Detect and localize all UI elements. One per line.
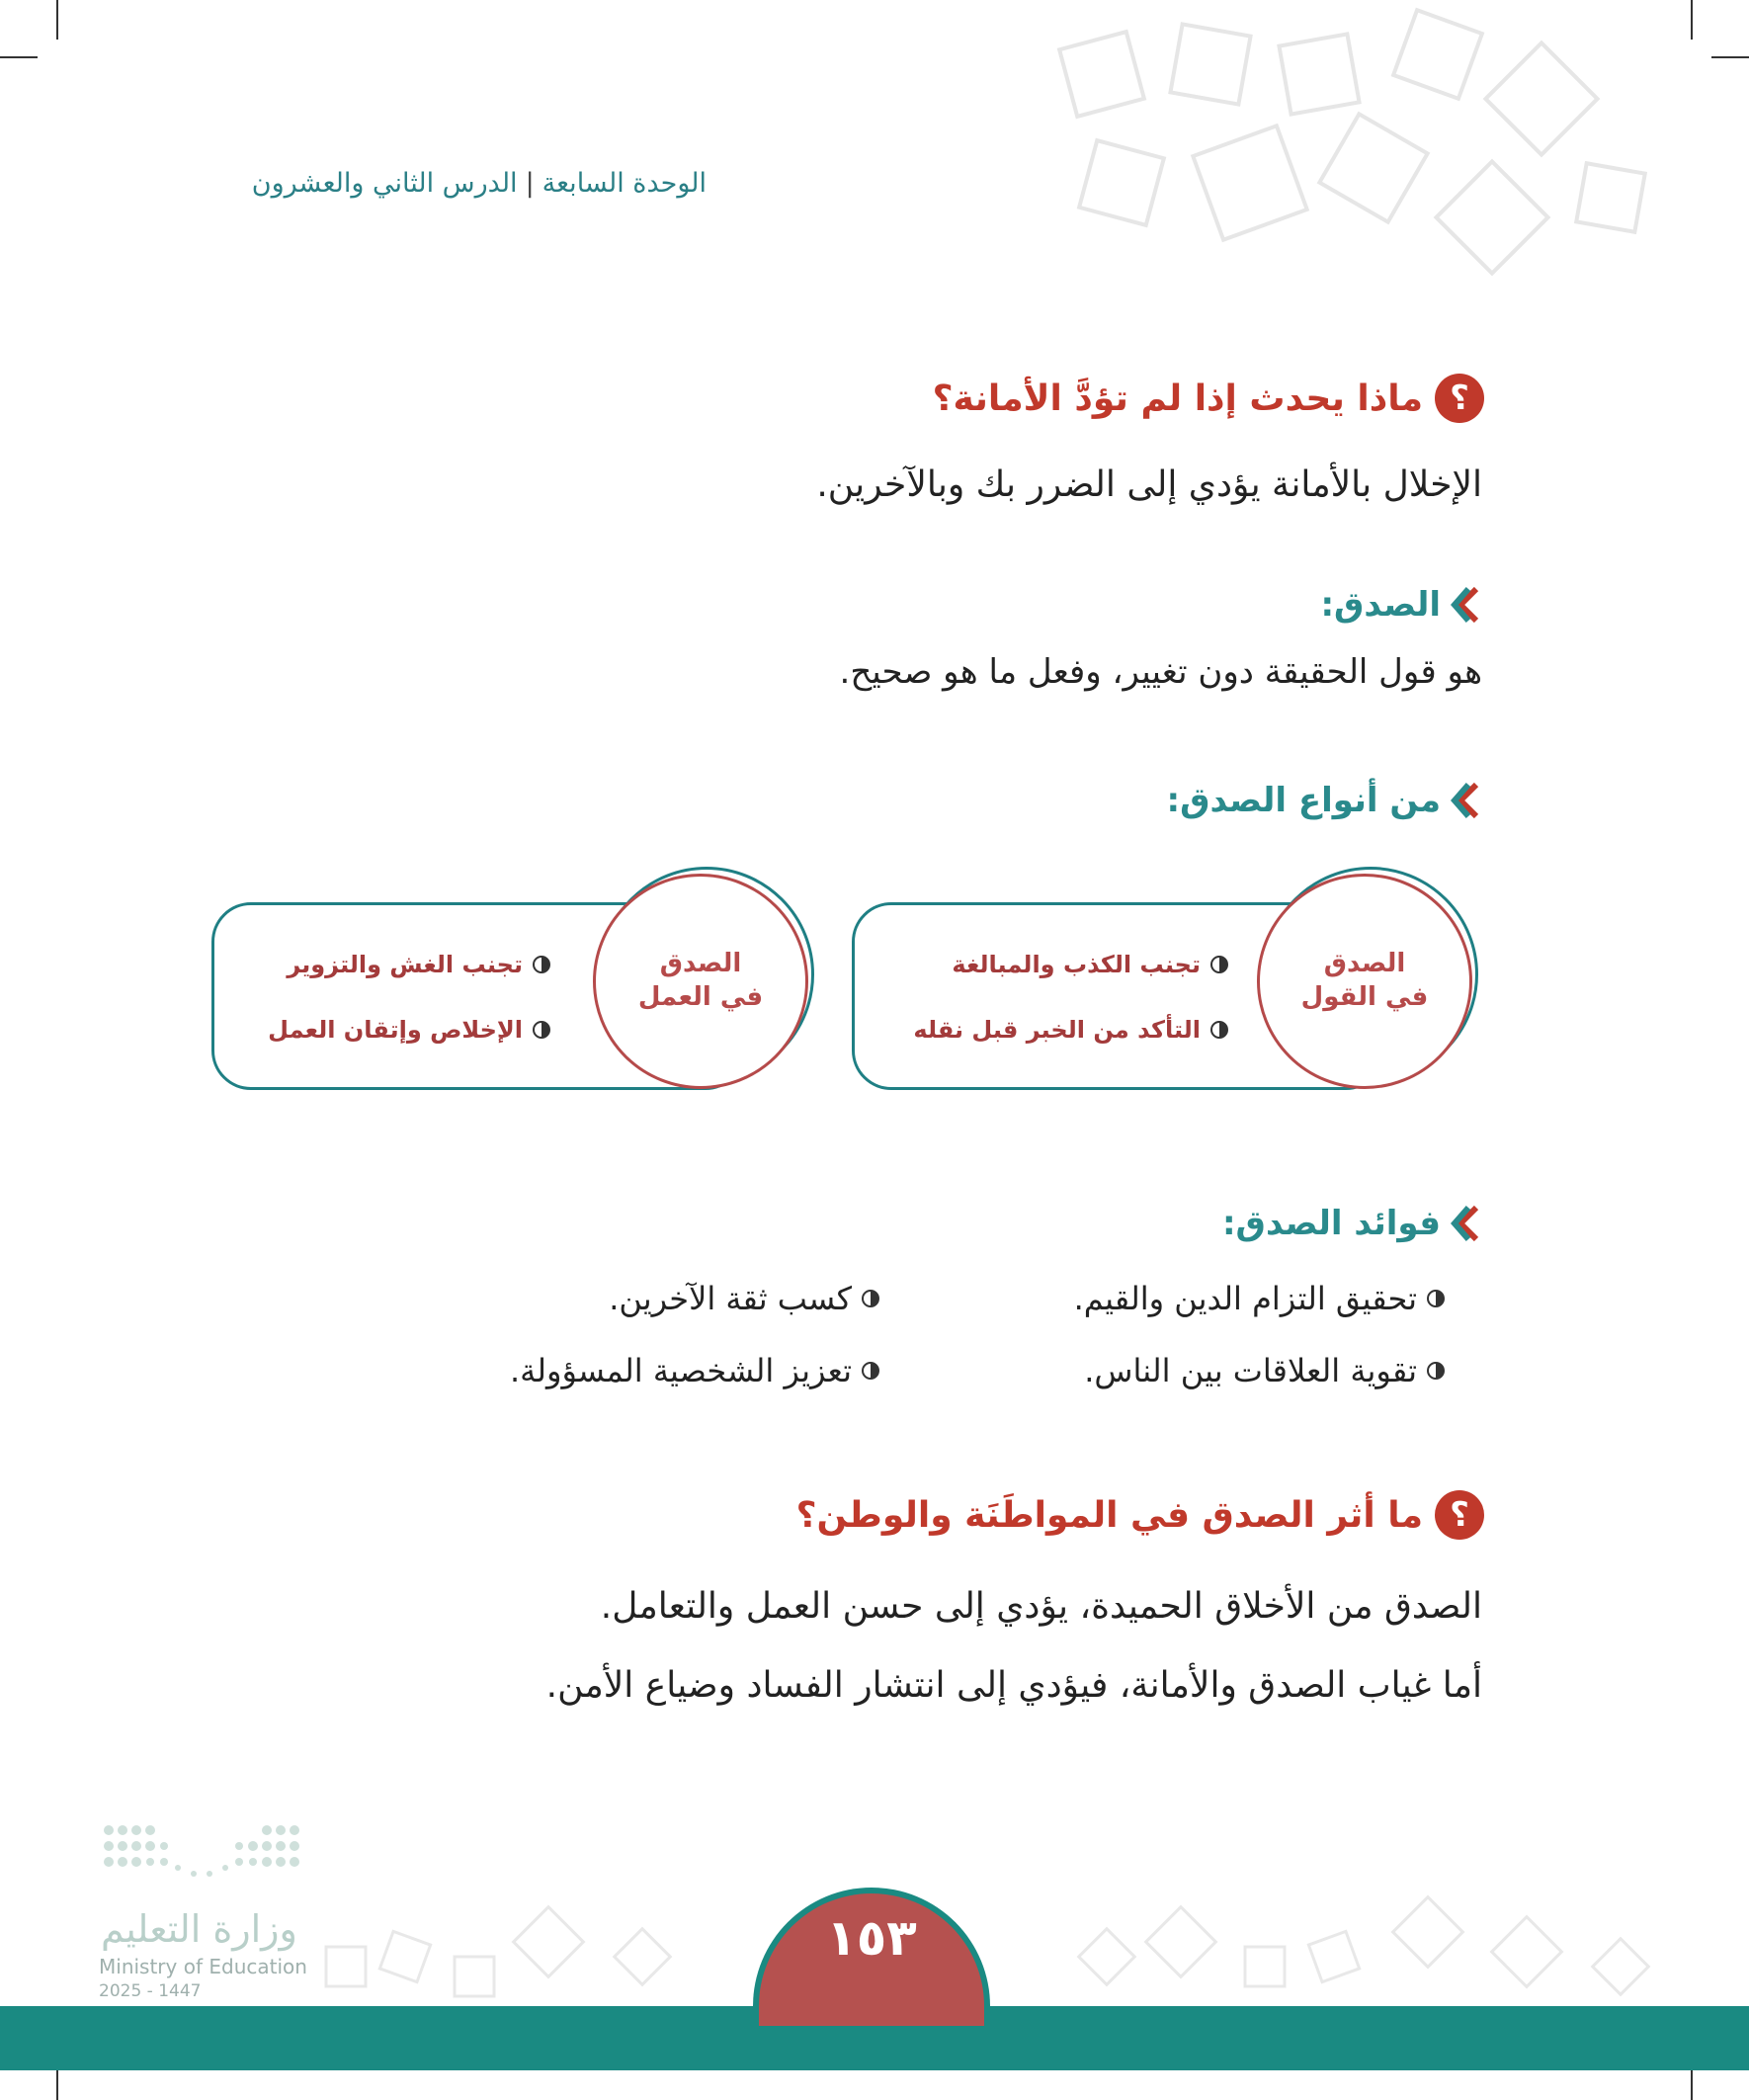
ministry-name-english: Ministry of Education [99, 1955, 307, 1978]
truth-heading [1320, 585, 1484, 625]
bullet-icon [862, 1362, 879, 1380]
chevron-icon [1451, 781, 1484, 820]
unit-title: الوحدة السابعة [541, 168, 707, 199]
question-answer-1: الإخلال بالأمانة يؤدي إلى الضرر بك وبالآخرين. [816, 464, 1482, 505]
type-circle-speech [1257, 874, 1472, 1089]
bullet-icon [1427, 1362, 1445, 1380]
bullet-icon [533, 1021, 550, 1039]
chevron-icon [1451, 585, 1484, 625]
type-item-text: الإخلاص وإتقان العمل [268, 1016, 523, 1044]
bullet-icon [1427, 1290, 1445, 1307]
benefit-text: تقوية العلاقات بين الناس. [1084, 1352, 1417, 1389]
bullet-icon [1210, 956, 1228, 973]
page-header [252, 168, 707, 199]
type-circle-work [593, 874, 808, 1089]
question-heading-1 [933, 374, 1484, 423]
benefit-item [609, 1280, 879, 1317]
type-item [268, 1016, 550, 1044]
benefits-heading [1222, 1204, 1484, 1243]
question-title-1: ماذا يحدث إذا لم تؤدَّ الأمانة؟ [932, 378, 1423, 419]
benefit-item [1084, 1352, 1445, 1389]
type-item [913, 1016, 1228, 1044]
decorative-pattern [1028, 0, 1749, 326]
chevron-icon [1451, 1204, 1484, 1243]
type-item [287, 951, 550, 978]
ministry-name-arabic: وزارة التعليم [101, 1907, 297, 1951]
bullet-icon [862, 1290, 879, 1307]
benefit-text: كسب ثقة الآخرين. [609, 1280, 852, 1317]
question-heading-2 [796, 1490, 1484, 1540]
question-answer-2-line-1: الصدق من الأخلاق الحميدة، يؤدي إلى حسن العمل والتعامل. [600, 1586, 1482, 1627]
bullet-icon [1210, 1021, 1228, 1039]
ministry-year: 2025 - 1447 [99, 1981, 202, 2001]
benefit-text: تحقيق التزام الدين والقيم. [1073, 1280, 1417, 1317]
type-title-speech: الصدق في القول [1300, 949, 1429, 1012]
truth-definition: هو قول الحقيقة دون تغيير، وفعل ما هو صحيح. [839, 652, 1482, 692]
type-item-text: التأكد من الخبر قبل نقله [913, 1016, 1201, 1044]
benefit-item [510, 1352, 879, 1389]
header-separator: | [525, 168, 535, 199]
type-title-work: الصدق في العمل [637, 949, 764, 1012]
question-title-2: ما أثر الصدق في المواطَنَة والوطن؟ [795, 1494, 1423, 1536]
type-item-text: تجنب الغش والتزوير [287, 951, 523, 978]
lesson-title: الدرس الثاني والعشرون [251, 168, 518, 199]
question-answer-2-line-2: أما غياب الصدق والأمانة، فيؤدي إلى انتشار الفساد وضياع الأمن. [545, 1665, 1482, 1706]
ministry-logo [99, 1818, 316, 1897]
types-heading-text: من أنواع الصدق: [1166, 781, 1441, 820]
benefit-text: تعزيز الشخصية المسؤولة. [509, 1352, 852, 1389]
question-mark-icon: ؟ [1435, 1490, 1484, 1540]
type-item-text: تجنب الكذب والمبالغة [952, 951, 1201, 978]
truth-heading-text: الصدق: [1320, 585, 1441, 625]
benefits-heading-text: فوائد الصدق: [1221, 1204, 1441, 1243]
page-number: ١٥٣ [753, 1888, 990, 2026]
bullet-icon [533, 956, 550, 973]
benefit-item [1074, 1280, 1445, 1317]
question-mark-icon: ؟ [1435, 374, 1484, 423]
types-heading [1167, 781, 1485, 820]
type-item [952, 951, 1228, 978]
